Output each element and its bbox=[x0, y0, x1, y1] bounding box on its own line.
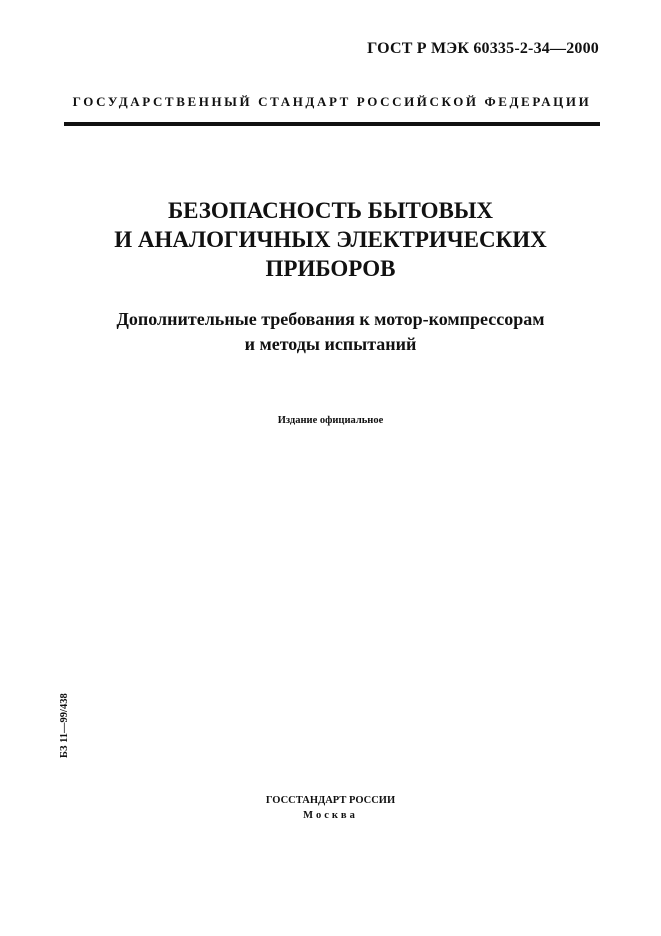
edition-label: Издание официальное bbox=[277, 415, 384, 426]
subtitle-line-1: Дополнительные требования к мотор-компрессорам bbox=[116, 309, 545, 329]
standard-number: ГОСТ Р МЭК 60335-2-34—2000 bbox=[367, 40, 599, 57]
document-title bbox=[40, 196, 621, 283]
publisher-block bbox=[40, 793, 621, 823]
state-standard-heading: ГОСУДАРСТВЕННЫЙ СТАНДАРТ РОССИЙСКОЙ ФЕДЕРАЦИИ bbox=[72, 94, 592, 109]
publisher-city: Москва bbox=[303, 810, 358, 821]
header-rule bbox=[64, 122, 600, 126]
side-code: БЗ 11—99/438 bbox=[59, 693, 70, 758]
publisher-org: ГОССТАНДАРТ РОССИИ bbox=[265, 795, 396, 806]
subtitle-line-2: и методы испытаний bbox=[244, 334, 417, 354]
document-subtitle bbox=[40, 307, 621, 357]
title-line-3: ПРИБОРОВ bbox=[265, 256, 396, 281]
title-line-1: БЕЗОПАСНОСТЬ БЫТОВЫХ bbox=[167, 198, 494, 223]
title-line-2: И АНАЛОГИЧНЫХ ЭЛЕКТРИЧЕСКИХ bbox=[114, 227, 547, 252]
